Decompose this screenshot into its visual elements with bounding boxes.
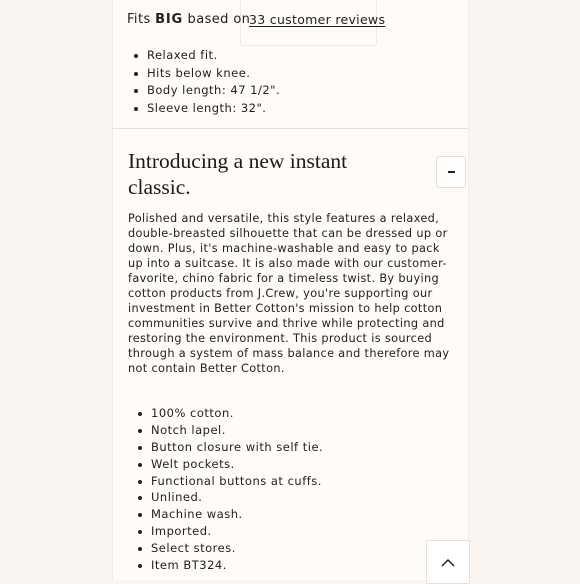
list-item: Welt pockets. [151,456,323,473]
fit-prefix: Fits [127,12,151,27]
list-item: Machine wash. [151,506,323,523]
list-item: Relaxed fit. [147,47,280,65]
section-divider [113,128,468,129]
list-item: 100% cotton. [151,405,323,422]
list-item: Imported. [151,523,323,540]
list-item: Item BT324. [151,557,323,574]
list-item: Hits below knee. [147,65,280,83]
minus-icon [448,171,455,173]
product-description: Polished and versatile, this style features a relaxed, double-breasted silhouette that can be dressed up or down. Plus, it's machine-washable and easy to pack up into a suitcase. It is also made with our customer-favorite, chino fabric for a timeless twist. By buying cotton products from J.Crew, you're supporting our investment in Better Cotton's mission to help cotton communities survive and thrive while protecting and restoring the environment. This product is sourced through a system of mass balance and therefore may not contain Better Cotton. [128,212,450,375]
product-details-list [151,405,323,574]
list-item: Select stores. [151,540,323,557]
customer-reviews-link[interactable]: 33 customer reviews [249,12,386,27]
list-item: Notch lapel. [151,422,323,439]
list-item: Sleeve length: 32". [147,100,280,118]
fit-middle: based on [187,12,251,27]
list-item: Body length: 47 1/2". [147,82,280,100]
collapse-button[interactable] [436,156,466,188]
list-item: Functional buttons at cuffs. [151,473,322,488]
product-details-panel [113,0,468,580]
fit-size-word: BIG [155,12,183,27]
list-item: Button closure with self tie. [151,439,324,454]
fit-summary [127,12,250,27]
scroll-to-top-button[interactable] [426,540,470,584]
chevron-up-icon [441,558,455,567]
fit-details-list [147,47,280,118]
section-title: Introducing a new instant classic. [128,149,348,199]
list-item: Unlined. [151,489,323,506]
